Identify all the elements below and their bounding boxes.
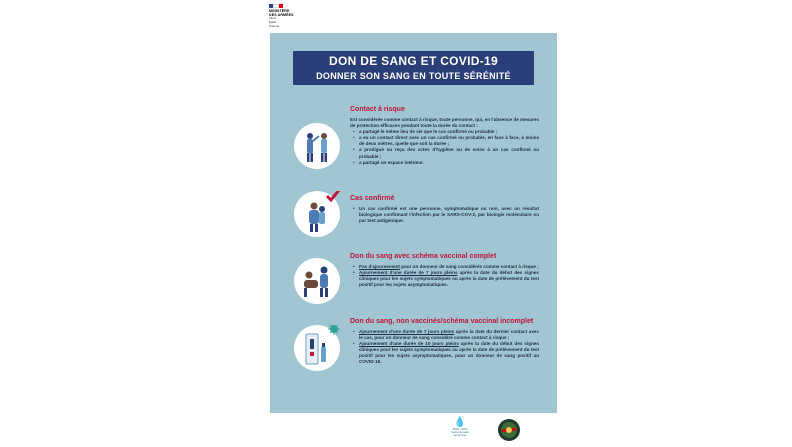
cts-armees-logo [497, 418, 521, 442]
list-item-emphasis: Ajournement d'une durée de 10 jours pleins [359, 341, 459, 347]
poster-title: DON DE SANG ET COVID-19 [329, 54, 498, 68]
section-list [350, 129, 539, 166]
list-item-emphasis: Pas d'ajournement [359, 264, 400, 269]
list-item-text: pour un donneur de sang considérés comme contact à risque ; [399, 264, 539, 269]
poster-subtitle: DONNER SON SANG EN TOUTE SÉRÉNITÉ [316, 71, 511, 81]
list-item-emphasis: Ajournement d'une durée de 7 jours pleins [359, 329, 455, 334]
list-item: • a partagé un espace intérieur. [359, 160, 539, 166]
motto-line1: Liberté [269, 17, 277, 20]
section-title: Don du sang avec schéma vaccinal complet [350, 253, 497, 260]
motto-line3: Fraternité [269, 24, 280, 28]
blood-donation-icon [294, 258, 340, 304]
section-list [350, 329, 539, 366]
poster-title-box [293, 51, 534, 85]
list-item [359, 270, 539, 288]
efs-logo-line1: SANG • SOIN [452, 428, 468, 431]
list-item-text: après la date du début des signes cliniques pour les sujets symptomatiques ou après la date de prélèvement du test positif pour les sujets asymptomatiques. [359, 270, 539, 288]
section-contact-risque [350, 106, 539, 166]
list-item-text: après la date du dernier contact avec le cas, pour un donneur de sang considéré comme contact à risque ; [359, 329, 539, 341]
ministry-name-line1: MINISTÈRE [269, 9, 290, 13]
section-list [350, 264, 539, 288]
confirmed-case-checkmark-icon [294, 191, 340, 237]
list-item: • a prodigué ou reçu des actes d'hygiène ou de soins à un cas confirmé ou probable ; [359, 147, 539, 159]
efs-logo [444, 418, 476, 442]
list-item-emphasis: Ajournement d'une durée de 7 jours pleins [359, 270, 458, 276]
list-item: • a eu un contact direct avec un cas confirmé ou probable, en face à face, à moins de deux mètres, quelle que soit la durée ; [359, 135, 539, 147]
list-item: • Un cas confirmé est une personne, symptomatique ou non, avec un résultat biologique confirmant l'infection par le SARS-COV-2, par biologie moléculaire ou par test antigénique. [359, 206, 539, 224]
healthcare-worker-patient-icon [294, 123, 340, 169]
section-title: Cas confirmé [350, 195, 395, 202]
section-vaccine-complete [350, 253, 539, 288]
section-vaccine-incomplete [350, 318, 539, 366]
section-title: Contact à risque [350, 106, 405, 113]
list-item-text: après la date du début des signes cliniques pour les sujets symptomatiques ou après la date de prélèvement du test positif pour les sujets asymptomatiques, pour un donneur de sang positif au COVID-19. [359, 341, 539, 365]
motto-line2: Égalité [269, 20, 277, 24]
list-item [359, 341, 539, 365]
section-cas-confirme [350, 195, 539, 224]
section-list [350, 206, 539, 224]
section-intro: Est considérée comme contact à risque, toute personne, qui, en l'absence de mesures de protection efficaces pendant toute la durée du contact : [350, 117, 539, 129]
ministry-name-line2: DES ARMÉES [269, 13, 294, 17]
drop-icon: 💧 [453, 417, 467, 428]
poster [270, 33, 557, 413]
french-flag-icon [269, 4, 283, 8]
emblem-icon [497, 418, 521, 442]
efs-logo-line3: des armées [453, 434, 467, 437]
section-title: Don du sang, non vaccinés/schéma vaccinal incomplet [350, 318, 534, 325]
test-kit-virus-icon [294, 325, 340, 371]
list-item [359, 329, 539, 341]
list-item: • a partagé le même lieu de vie que le cas confirmé ou probable ; [359, 129, 539, 135]
ministry-logo [269, 4, 309, 30]
efs-logo-line2: Service de santé [451, 431, 469, 434]
